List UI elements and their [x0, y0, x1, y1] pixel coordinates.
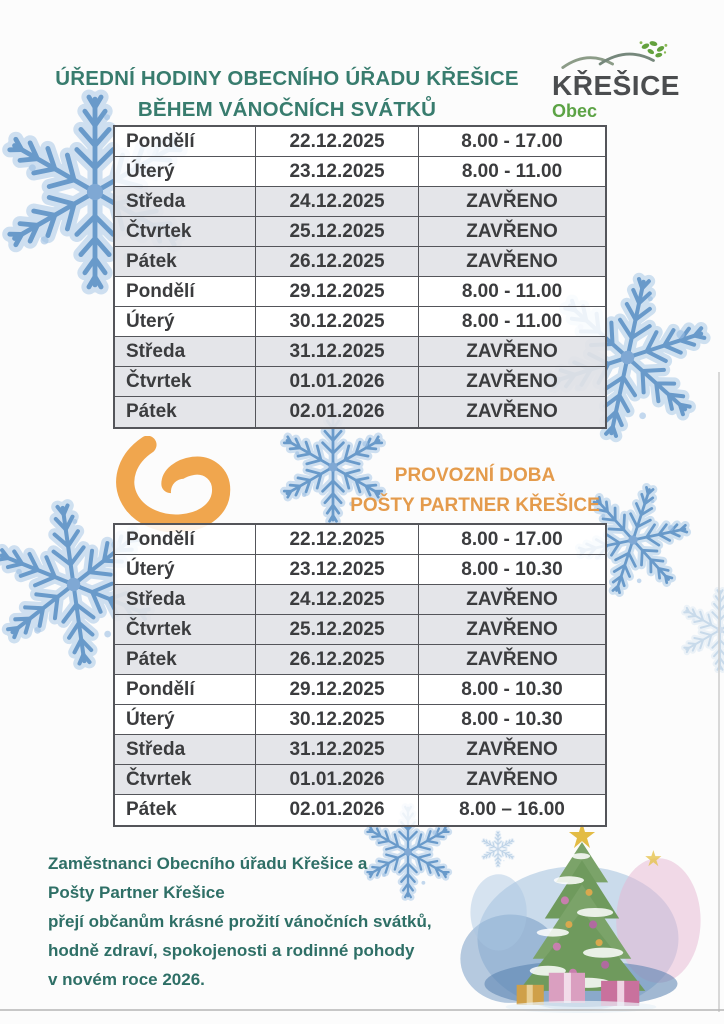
table-row: [115, 217, 605, 247]
hours-cell: ZAVŘENO: [466, 588, 558, 610]
date-cell: 30.12.2025: [256, 307, 419, 336]
date-cell: 23.12.2025: [256, 157, 419, 186]
hours-cell: 8.00 - 11.00: [461, 310, 563, 332]
table-row: [115, 705, 605, 735]
footer-line: přejí občanům krásné prožití vánočních svátků,: [48, 912, 432, 931]
date-cell: 01.01.2026: [256, 367, 419, 396]
christmas-tree-illustration: [450, 820, 716, 1016]
date-cell: 29.12.2025: [256, 277, 419, 306]
hours-cell: 8.00 – 16.00: [459, 799, 565, 820]
logo-name: KŘEŠICE: [552, 70, 680, 101]
date-cell: 22.12.2025: [256, 127, 419, 156]
day-cell: Středa: [115, 337, 256, 366]
date-cell: 31.12.2025: [256, 337, 419, 366]
table-row: [115, 615, 605, 645]
date-cell: 01.01.2026: [256, 765, 419, 794]
hours-cell: ZAVŘENO: [466, 220, 558, 242]
footer-line: hodně zdraví, spokojenosti a rodinné pohody: [48, 941, 415, 960]
footer-line: Pošty Partner Křešice: [48, 883, 225, 902]
day-cell: Pátek: [115, 795, 256, 825]
logo-subtitle: Obec: [552, 101, 598, 121]
table-row: [115, 555, 605, 585]
table-row: [115, 187, 605, 217]
date-cell: 24.12.2025: [256, 187, 419, 216]
footer-line: Zaměstnanci Obecního úřadu Křešice a: [48, 854, 368, 873]
table-row: [115, 277, 605, 307]
date-cell: 29.12.2025: [256, 675, 419, 704]
hours-cell: 8.00 - 17.00: [461, 528, 563, 550]
hours-cell: ZAVŘENO: [466, 648, 558, 670]
hours-cell: 8.00 - 17.00: [461, 130, 563, 152]
hours-cell: ZAVŘENO: [466, 250, 558, 272]
date-cell: 26.12.2025: [256, 645, 419, 674]
day-cell: Středa: [115, 585, 256, 614]
day-cell: Pondělí: [115, 277, 256, 306]
day-cell: Čtvrtek: [115, 615, 256, 644]
table-row: [115, 337, 605, 367]
page-title-line1: ÚŘEDNÍ HODINY OBECNÍHO ÚŘADU KŘEŠICE: [55, 67, 519, 90]
hours-cell: 8.00 - 10.30: [461, 558, 563, 580]
date-cell: 26.12.2025: [256, 247, 419, 276]
table-row: [115, 247, 605, 277]
hours-cell: ZAVŘENO: [466, 340, 558, 362]
post-title-line2: POŠTY PARTNER KŘEŠICE: [350, 495, 600, 516]
table-row: [115, 525, 605, 555]
date-cell: 30.12.2025: [256, 705, 419, 734]
table-row: [115, 645, 605, 675]
page-title-line2: BĚHEM VÁNOČNÍCH SVÁTKŮ: [137, 98, 437, 121]
table-row: [115, 585, 605, 615]
day-cell: Pátek: [115, 645, 256, 674]
day-cell: Úterý: [115, 555, 256, 584]
day-cell: Středa: [115, 735, 256, 764]
kresice-logo: [552, 40, 702, 122]
post-section-title: [335, 461, 615, 521]
post-horn-icon: [113, 436, 247, 532]
date-cell: 22.12.2025: [256, 525, 419, 554]
hours-cell: 8.00 - 11.00: [461, 160, 563, 182]
hours-cell: ZAVŘENO: [466, 401, 558, 422]
date-cell: 23.12.2025: [256, 555, 419, 584]
day-cell: Pátek: [115, 397, 256, 427]
date-cell: 24.12.2025: [256, 585, 419, 614]
hours-cell: ZAVŘENO: [466, 190, 558, 212]
date-cell: 31.12.2025: [256, 735, 419, 764]
scan-artifact-line: [0, 1009, 724, 1011]
table-row: [115, 367, 605, 397]
leaf-branch-icon: [556, 40, 678, 72]
date-cell: 02.01.2026: [256, 795, 419, 825]
date-cell: 02.01.2026: [256, 397, 419, 427]
day-cell: Úterý: [115, 705, 256, 734]
hours-cell: 8.00 - 11.00: [461, 280, 563, 302]
hours-cell: 8.00 - 10.30: [461, 708, 563, 730]
date-cell: 25.12.2025: [256, 615, 419, 644]
day-cell: Středa: [115, 187, 256, 216]
table-row: [115, 307, 605, 337]
hours-cell: 8.00 - 10.30: [461, 678, 563, 700]
day-cell: Čtvrtek: [115, 765, 256, 794]
date-cell: 25.12.2025: [256, 217, 419, 246]
scan-artifact-line: [718, 372, 720, 1012]
day-cell: Pátek: [115, 247, 256, 276]
footer-line: v novém roce 2026.: [48, 970, 205, 989]
hours-cell: ZAVŘENO: [466, 618, 558, 640]
table-row: [115, 397, 605, 427]
day-cell: Čtvrtek: [115, 367, 256, 396]
table-row: [115, 735, 605, 765]
table-row: [115, 675, 605, 705]
footer-message: [48, 849, 488, 994]
day-cell: Pondělí: [115, 127, 256, 156]
office-hours-table: [113, 125, 607, 429]
page-title: [27, 63, 547, 125]
table-row: [115, 157, 605, 187]
table-row: [115, 765, 605, 795]
table-row: [115, 127, 605, 157]
hours-cell: ZAVŘENO: [466, 370, 558, 392]
snowflake-icon: [676, 586, 724, 674]
day-cell: Pondělí: [115, 525, 256, 554]
day-cell: Úterý: [115, 307, 256, 336]
post-title-line1: PROVOZNÍ DOBA: [394, 465, 556, 486]
day-cell: Čtvrtek: [115, 217, 256, 246]
day-cell: Pondělí: [115, 675, 256, 704]
table-row: [115, 795, 605, 825]
day-cell: Úterý: [115, 157, 256, 186]
post-hours-table: [113, 523, 607, 827]
hours-cell: ZAVŘENO: [466, 738, 558, 760]
hours-cell: ZAVŘENO: [466, 768, 558, 790]
